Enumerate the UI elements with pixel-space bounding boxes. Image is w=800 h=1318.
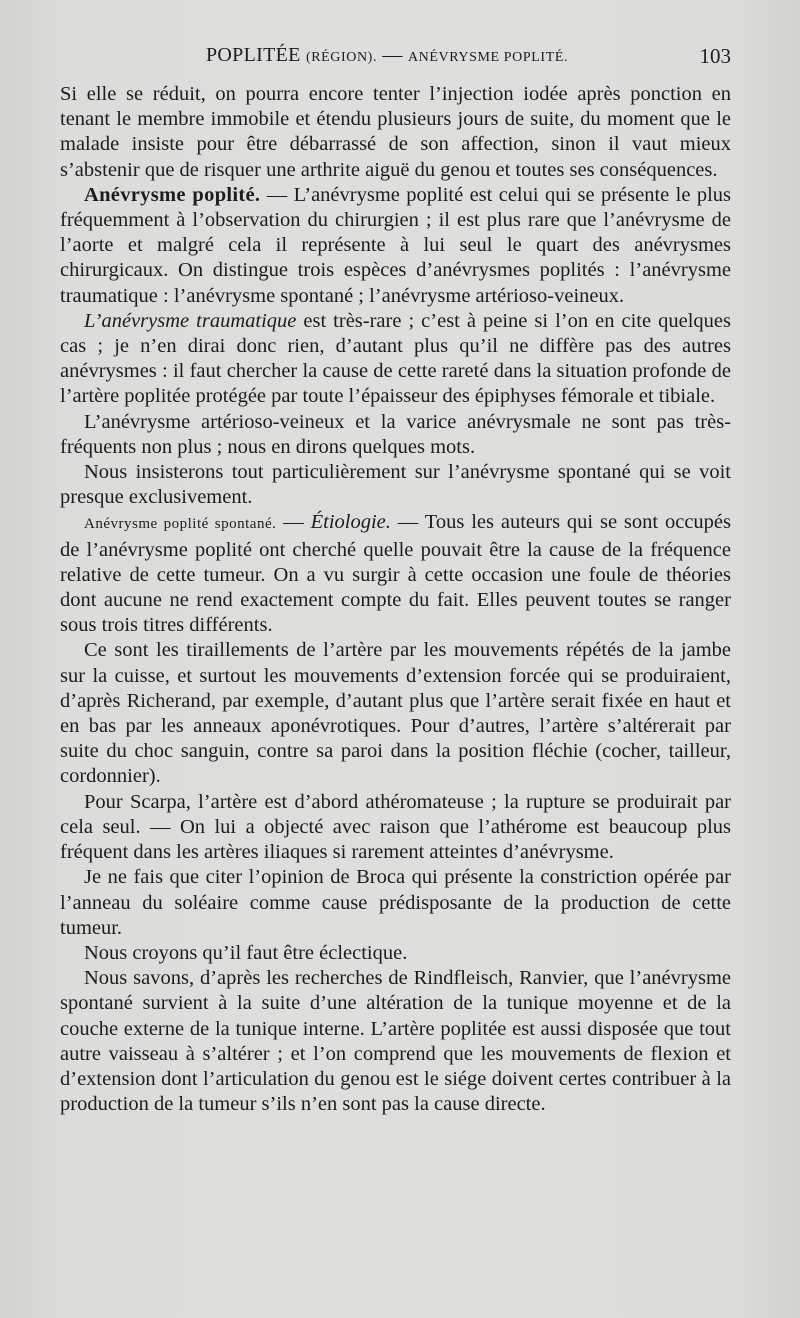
running-head [206,44,568,67]
paragraph-text: Ce sont les tiraillements de l’artère par les mouvements répétés de la jambe sur la cuisse, et surtout les mouvements d’extension forcée qui se produiraient, d’après Richerand, par exemple, d’autant plus que l’artère serait fixée en haut et en bas par les anneaux aponévrotiques. Pour d’autres, l’artère s’altérerait par suite du choc sanguin, contre sa paroi dans la position fléchie (cocher, tailleur, cordonnier). [60,639,731,788]
paragraph-text: Pour Scarpa, l’artère est d’abord athéromateuse ; la rupture se produirait par cela seul. — On lui a objecté avec raison que l’athérome est beaucoup plus fréquent dans les artères iliaques si rarement atteintes d’anévrysme. [60,790,731,864]
paragraph-text: Nous savons, d’après les recherches de Rindfleisch, Ranvier, que l’anévrysme spontané survient à la suite d’une altération de la tunique moyenne et de la couche externe de la tunique interne. L’artère poplitée est aussi disposée que tout autre vaisseau à s’altérer ; et l’on comprend que les mouvements de flexion et d’extension dont l’articulation du genou est le siége doivent certes contribuer à la production de la tumeur s’ils n’en sont pas la cause directe. [60,967,731,1116]
page-number: 103 [699,44,731,68]
paragraph-6 [60,510,731,638]
page-header [60,44,735,74]
running-head-main: POPLITÉE [206,44,301,66]
paragraph-text: Nous croyons qu’il faut être éclectique. [84,941,408,964]
paragraph-text: Si elle se réduit, on pourra encore tenter l’injection iodée après ponction en tenant le membre immobile et étendu plusieurs jours de suite, du moment que le malade insiste pour être débarrassé de son affection, sinon il vaut mieux s’abstenir que de risquer une arthrite aiguë du genou et toutes ses conséquences. [60,83,731,181]
running-head-region: (RÉGION). [305,50,378,65]
subheading-etiology: Étiologie. [310,511,391,534]
paragraph-text: Nous insisterons tout particulièrement sur l’anévrysme spontané qui se voit presque exclusivement. [60,461,731,509]
paragraph-3 [60,309,731,410]
paragraph-9 [60,865,731,941]
paragraph-7 [60,638,731,789]
paragraph-text: — L’anévrysme poplité est celui qui se présente le plus fréquemment à l’observation du chirurgien ; il est plus rare que l’anévrysme de l’aorte et malgré cela il représente à lui seul le quart des anévrysmes chirurgicaux. On distingue trois espèces d’anévrysmes poplités : l’anévrysme traumatique : l’anévrysme spontané ; l’anévrysme artérioso-veineux. [60,183,731,307]
running-head-dash: — [377,44,408,66]
paragraph-2 [60,183,731,309]
running-head-topic: ANÉVRYSME POPLITÉ. [407,50,569,65]
paragraph-text: L’anévrysme artérioso-veineux et la varice anévrysmale ne sont pas très-fréquents non plus ; nous en dirons quelques mots. [60,410,731,458]
heading-dash: — [276,511,311,534]
paragraph-1 [60,82,731,183]
paragraph-11 [60,966,731,1117]
section-heading-popliteal-aneurysm: Anévrysme poplité. [84,183,261,206]
paragraph-4 [60,410,731,460]
section-heading-spontaneous: Anévrysme poplité spontané. [84,516,277,533]
paragraph-10 [60,941,731,966]
paragraph-text: — Tous les auteurs qui se sont occupés de l’anévrysme poplité ont cherché quelle pouvait être la cause de la fréquence relative de cette tumeur. On a vu surgir à cette occasion une foule de théories dont aucune ne rend exactement compte du fait. Elles peuvent toutes se ranger sous trois titres différents. [60,511,732,637]
paragraph-text: Je ne fais que citer l’opinion de Broca qui présente la constriction opérée par l’anneau du soléaire comme cause prédisposante de la production de cette tumeur. [60,866,731,939]
paragraph-8 [60,790,731,866]
page-body [60,82,731,1117]
paragraph-text: est très-rare ; c’est à peine si l’on en cite quelques cas ; je n’en dirai donc rien, d’autant plus qu’il ne diffère pas des autres anévrysmes : il faut chercher la cause de cette rareté dans la situation profonde de l’artère poplitée protégée par toute l’épaisseur des épiphyses fémorale et tibiale. [60,309,731,408]
italic-lead-traumatic: L’anévrysme traumatique [84,309,297,332]
paragraph-5 [60,460,731,510]
